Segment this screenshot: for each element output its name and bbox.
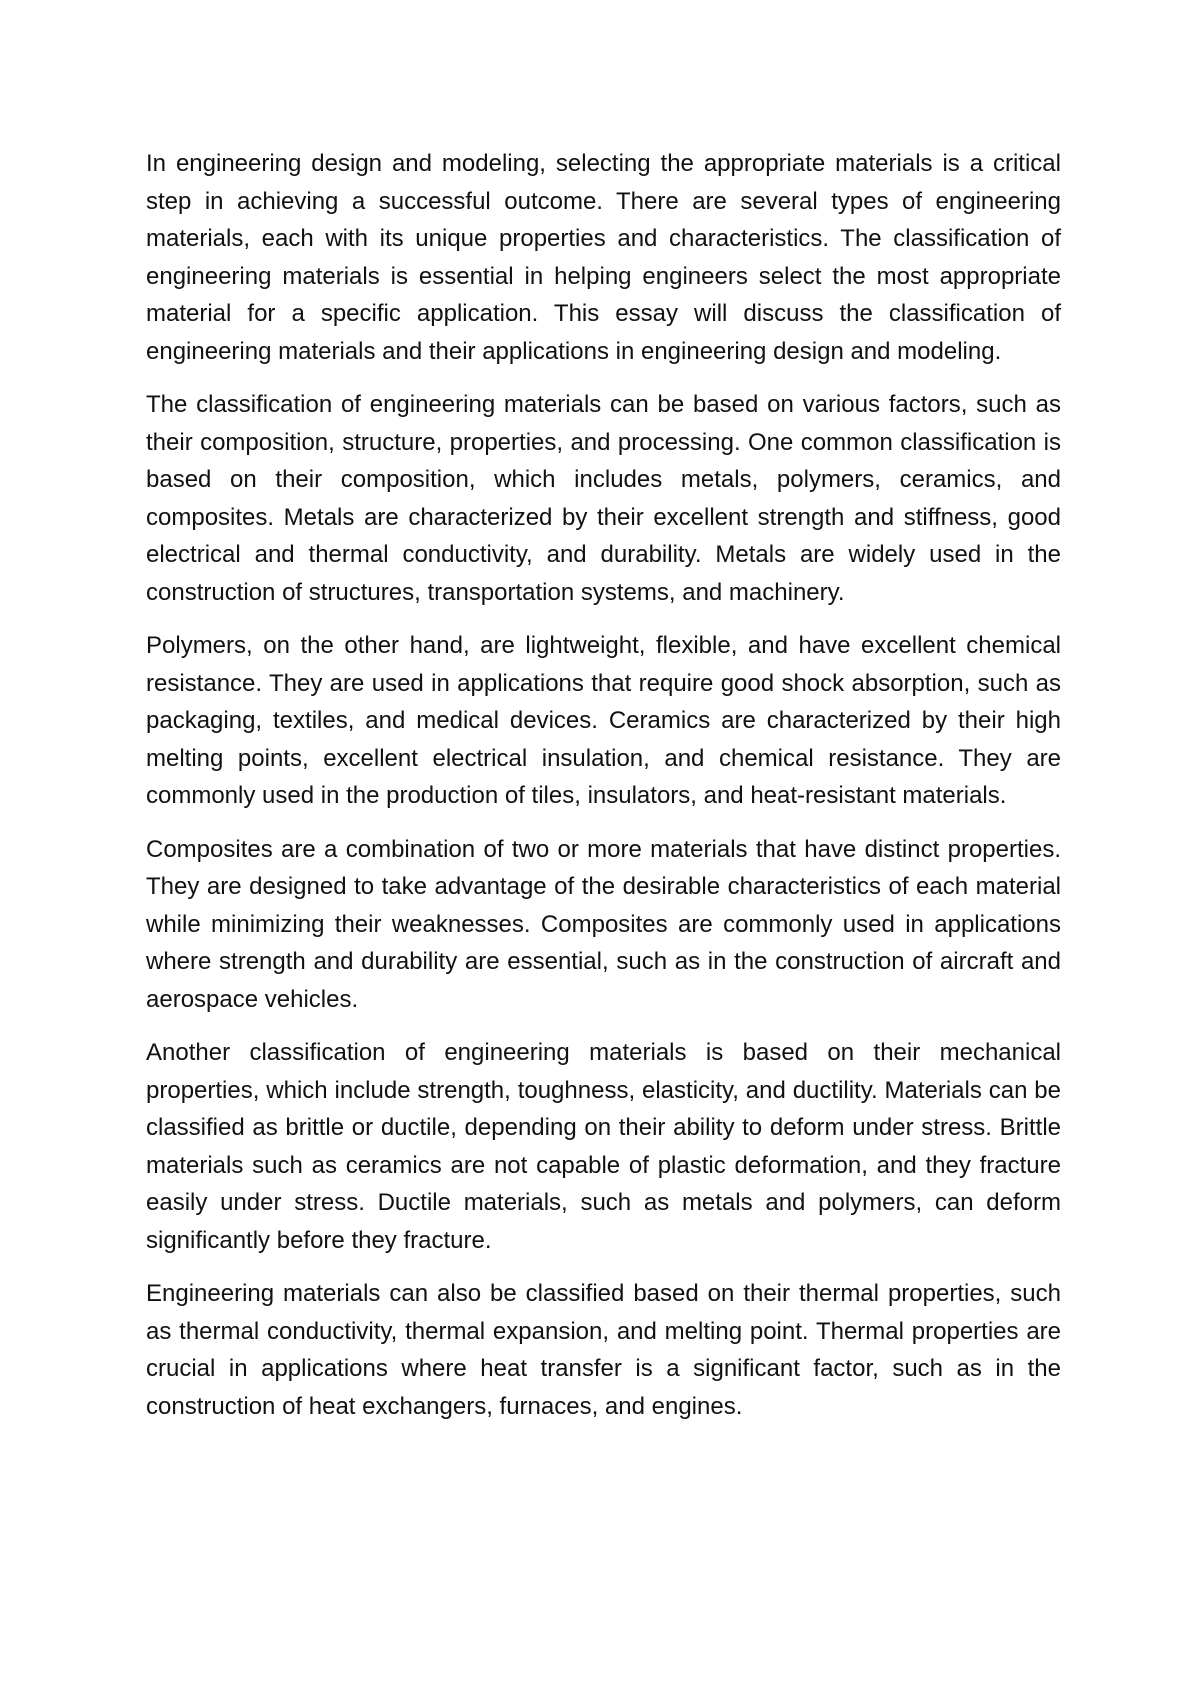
paragraph-thermal-properties: Engineering materials can also be classified based on their thermal properties, such as thermal conductivity, thermal expansion, and melting point. Thermal properties are crucial in applications where heat transfer is a significant factor, such as in the construction of heat exchangers, furnaces, and engines. [146,1280,1061,1420]
paragraph-composites: Composites are a combination of two or more materials that have distinct properties. They are designed to take advantage of the desirable characteristics of each material while minimizing their weaknesses. Composites are commonly used in applications where strength and durability are essential, such as in the construction of aircraft and aerospace vehicles. [146,835,1061,1013]
paragraph-polymers-ceramics: Polymers, on the other hand, are lightweight, flexible, and have excellent chemical resistance. They are used in applications that require good shock absorption, such as packaging, textiles, and medical devices. Ceramics are characterized by their high melting points, excellent electrical insulation, and chemical resistance. They are commonly used in the production of tiles, insulators, and heat-resistant materials. [146,632,1061,809]
document-body [146,145,1061,1441]
paragraph-mechanical-properties: Another classification of engineering materials is based on their mechanical properties, which include strength, toughness, elasticity, and ductility. Materials can be classified as brittle or ductile, depending on their ability to deform under stress. Brittle materials such as ceramics are not capable of plastic deformation, and they fracture easily under stress. Ductile materials, such as metals and polymers, can deform significantly before they fracture. [146,1039,1061,1254]
paragraph-intro: In engineering design and modeling, selecting the appropriate materials is a critical step in achieving a successful outcome. There are several types of engineering materials, each with its unique properties and characteristics. The classification of engineering materials is essential in helping engineers select the most appropriate material for a specific application. This essay will discuss the classification of engineering materials and their applications in engineering design and modeling. [146,150,1061,365]
paragraph-composition-classification: The classification of engineering materials can be based on various factors, such as their composition, structure, properties, and processing. One common classification is based on their composition, which includes metals, polymers, ceramics, and composites. Metals are characterized by their excellent strength and stiffness, good electrical and thermal conductivity, and durability. Metals are widely used in the construction of structures, transportation systems, and machinery. [146,391,1061,606]
